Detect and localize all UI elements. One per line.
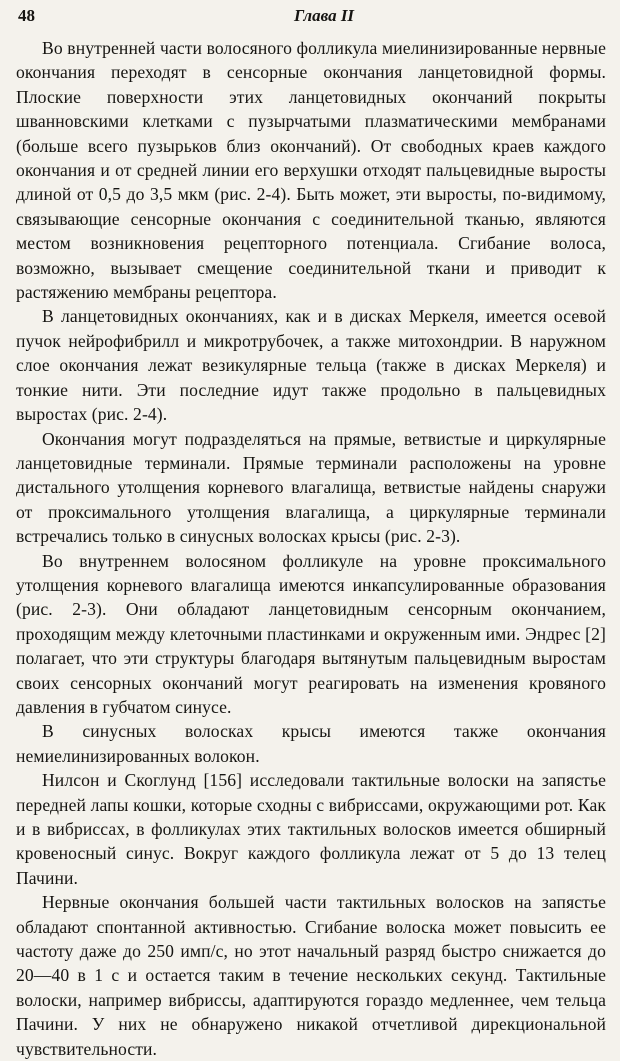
running-head: [16, 6, 606, 30]
paragraph-1: Во внутренней части волосяного фолликула миелинизированные нервные окончания переходят в сенсорные окончания ланцетовидной формы. Плоские поверхности этих ланцетовидных окончаний покрыты шванновскими клетками с пузырчатыми плазматическими мембранами (больше всего пузырьков близ окончаний). От свободных краев каждого окончания и от средней линии его верхушки отходят пальцевидные выросты длиной от 0,5 до 3,5 мкм (рис. 2-4). Быть может, эти выросты, по-видимому, связывающие сенсорные окончания с соединительной тканью, являются местом возникновения рецепторного потенциала. Сгибание волоса, возможно, вызывает смещение соединительной ткани и приводит к растяжению мембраны рецептора.: [16, 38, 606, 303]
paragraph-6: Нилсон и Скоглунд [156] исследовали тактильные волоски на запястье передней лапы кошки, которые сходны с вибриссами, окружающими рот. Как и в вибриссах, в фолликулах этих тактильных волосков имеется обширный кровеносный синус. Вокруг каждого фолликула лежат от 5 до 13 телец Пачини.: [16, 770, 606, 888]
paragraph-2: В ланцетовидных окончаниях, как и в дисках Меркеля, имеется осевой пучок нейрофибрилл и микротрубочек, а также митохондрии. В наружном слое окончания лежат везикулярные тельца (также в дисках Меркеля) и тонкие нити. Эти последние идут также продольно в пальцевидных выростах (рис. 2-4).: [16, 306, 606, 425]
paragraph-7: Нервные окончания большей части тактильных волосков на запястье обладают спонтанной активностью. Сгибание волоска может повысить ее частоту даже до 250 имп/с, но этот начальный разряд быстро снижается до 20—40 в 1 с и остается таким в течение нескольких секунд. Тактильные волоски, например вибриссы, адаптируются гораздо медленнее, чем тельца Пачини. У них не обнаружено никакой отчетливой дирекциональной чувствительности.: [16, 892, 606, 1059]
paragraph-5: В синусных волосках крысы имеются также окончания немиелинизированных волокон.: [16, 721, 606, 766]
page-number: 48: [18, 6, 35, 25]
body-text: [16, 36, 606, 1061]
chapter-title: Глава II: [294, 6, 355, 25]
paragraph-4: Во внутреннем волосяном фолликуле на уровне проксимального утолщения корневого влагалища имеются инкапсулированные образования (рис. 2-3). Они обладают ланцетовидным сенсорным окончанием, проходящим между клеточными пластинками и окруженным ими. Эндрес [2] полагает, что эти структуры благодаря вытянутым пальцевидным выростам своих сенсорных окончаний могут реагировать на изменения кровяного давления в губчатом синусе.: [16, 550, 606, 717]
paragraph-3: Окончания могут подразделяться на прямые, ветвистые и циркулярные ланцетовидные терминали. Прямые терминали расположены на уровне дистального утолщения корневого влагалища, ветвистые найдены снаружи от проксимального утолщения влагалища, а циркулярные терминали встречались только в синусных волосках крысы (рис. 2-3).: [16, 428, 606, 547]
